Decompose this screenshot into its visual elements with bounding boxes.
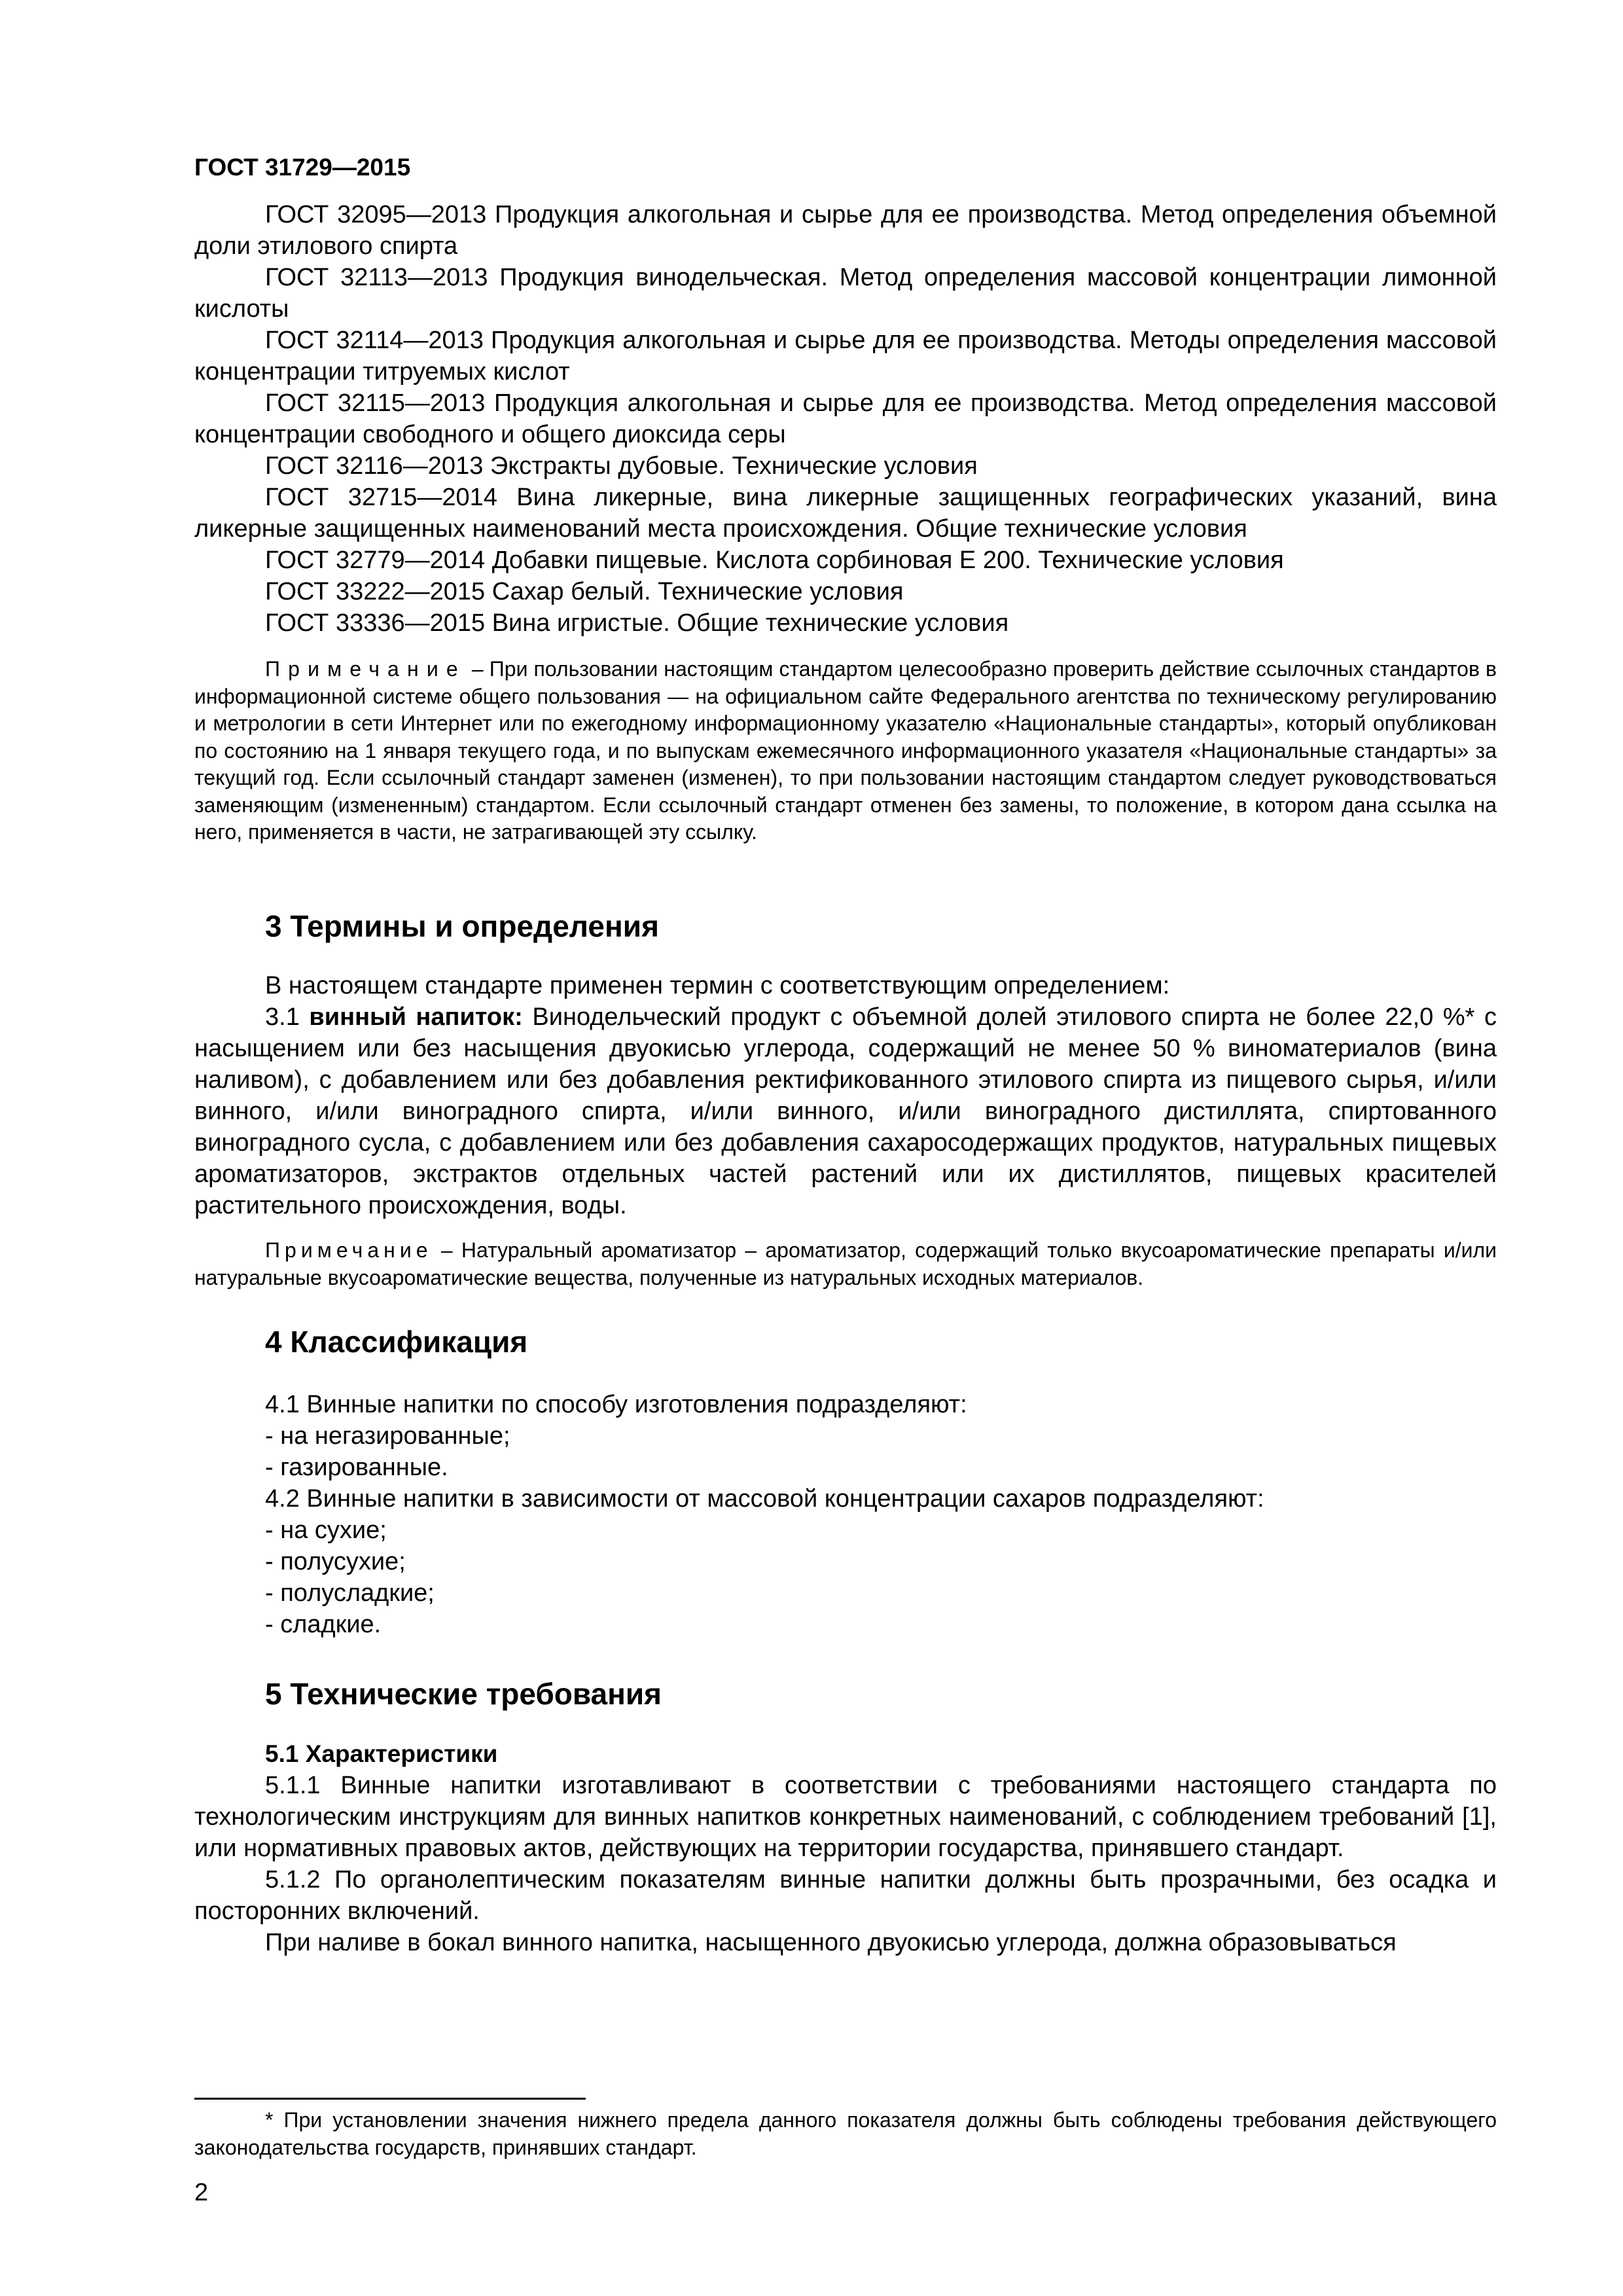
- term-name: винный напиток:: [309, 1003, 523, 1031]
- section-3-intro: В настоящем стандарте применен термин с соответствующим определением:: [265, 972, 1170, 999]
- normative-references-list: [194, 199, 1497, 639]
- term-note: [194, 1237, 1497, 1291]
- classification-line: 4.1 Винные напитки по способу изготовления подразделяют:: [265, 1391, 967, 1418]
- note-text: – При пользовании настоящим стандартом целесообразно проверить действие ссылочных стандартов в информационной системе общего пользования — на официальном сайте Федерального агентства по техническому регулированию и метрологии в сети Интернет или по ежегодному информационному указателю «Национальные стандарты», который опубликован по состоянию на 1 января текущего года, и по выпускам ежемесячного информационного указателя «Национальные стандарты» за текущий год. Если ссылочный стандарт заменен (изменен), то при пользовании настоящим стандартом следует руководствоваться заменяющим (измененным) стандартом. Если ссылочный стандарт отменен без замены, то положение, в котором дана ссылка на него, применяется в части, не затрагивающей эту ссылку.: [194, 657, 1497, 844]
- section-5-heading: 5 Технические требования: [265, 1677, 662, 1711]
- requirement-paragraph: При наливе в бокал винного напитка, насыщенного двуокисью углерода, должна образовываться: [265, 1929, 1397, 1956]
- document-id: ГОСТ 31729—2015: [194, 154, 411, 181]
- requirement-paragraph: 5.1.1 Винные напитки изготавливают в соответствии с требованиями настоящего стандарта по технологическим инструкциям для винных напитков конкретных наименований, с соблюдением требований [1], или нормативных правовых актов, действующих на территории государства, принявшего стандарт.: [194, 1772, 1497, 1862]
- section-4-heading: 4 Классификация: [265, 1325, 528, 1359]
- term-definition: [194, 1001, 1497, 1221]
- section-3-body: [194, 970, 1497, 1221]
- classification-line: 4.2 Винные напитки в зависимости от массовой концентрации сахаров подразделяют:: [265, 1485, 1264, 1513]
- classification-line: - на негазированные;: [265, 1422, 510, 1450]
- classification-line: - полусладкие;: [265, 1579, 435, 1607]
- term-number: 3.1: [265, 1003, 300, 1031]
- section-4-body: [194, 1389, 1497, 1640]
- reference-item: ГОСТ 33336—2015 Вина игристые. Общие технические условия: [265, 609, 1009, 637]
- classification-line: - на сухие;: [265, 1516, 387, 1544]
- subsection-5-1-heading: 5.1 Характеристики: [265, 1740, 498, 1767]
- footnote: * При установлении значения нижнего предела данного показателя должны быть соблюдены требования действующего законодательства государств, принявших стандарт.: [194, 2108, 1497, 2159]
- references-note: [194, 656, 1497, 846]
- requirement-paragraph: 5.1.2 По органолептическим показателям винные напитки должны быть прозрачными, без осадка и посторонних включений.: [194, 1866, 1497, 1925]
- reference-item: ГОСТ 32115—2013 Продукция алкогольная и сырье для ее производства. Метод определения массовой концентрации свободного и общего диоксида серы: [194, 389, 1497, 448]
- reference-item: ГОСТ 32114—2013 Продукция алкогольная и сырье для ее производства. Методы определения массовой концентрации титруемых кислот: [194, 327, 1497, 386]
- classification-line: - полусухие;: [265, 1548, 406, 1575]
- note-text: – Натуральный ароматизатор – ароматизатор, содержащий только вкусоароматические препараты и/или натуральные вкусоароматические вещества, полученные из натуральных исходных материалов.: [194, 1238, 1497, 1289]
- section-5-body: [194, 1770, 1497, 1958]
- page-number: 2: [194, 2179, 209, 2206]
- footnote-separator: [194, 2098, 586, 2100]
- section-3-heading: 3 Термины и определения: [265, 909, 659, 943]
- reference-item: ГОСТ 32779—2014 Добавки пищевые. Кислота сорбиновая Е 200. Технические условия: [265, 547, 1284, 574]
- note-label: Примечание: [265, 657, 466, 681]
- classification-line: - газированные.: [265, 1454, 448, 1481]
- note-label: Примечание: [265, 1238, 433, 1262]
- reference-item: ГОСТ 32116—2013 Экстракты дубовые. Технические условия: [265, 452, 978, 480]
- reference-item: ГОСТ 32715—2014 Вина ликерные, вина ликерные защищенных географических указаний, вина ликерные защищенных наименований места происхождения. Общие технические условия: [194, 484, 1497, 543]
- reference-item: ГОСТ 33222—2015 Сахар белый. Технические условия: [265, 578, 904, 605]
- reference-item: ГОСТ 32095—2013 Продукция алкогольная и сырье для ее производства. Метод определения объемной доли этилового спирта: [194, 201, 1497, 260]
- term-definition-text: Винодельческий продукт с объемной долей этилового спирта не более 22,0 %* с насыщением или без насыщения двуокисью углерода, содержащий не менее 50 % виноматериалов (вина наливом), с добавлением или без добавления ректификованного этилового спирта из пищевого сырья, и/или винного, и/или виноградного спирта, и/или винного, и/или виноградного дистиллята, спиртованного виноградного сусла, с добавлением или без добавления сахаросодержащих продуктов, натуральных пищевых ароматизаторов, экстрактов отдельных частей растений или их дистиллятов, пищевых красителей растительного происхождения, воды.: [194, 1003, 1497, 1219]
- classification-line: - сладкие.: [265, 1611, 382, 1638]
- reference-item: ГОСТ 32113—2013 Продукция винодельческая. Метод определения массовой концентрации лимонной кислоты: [194, 264, 1497, 323]
